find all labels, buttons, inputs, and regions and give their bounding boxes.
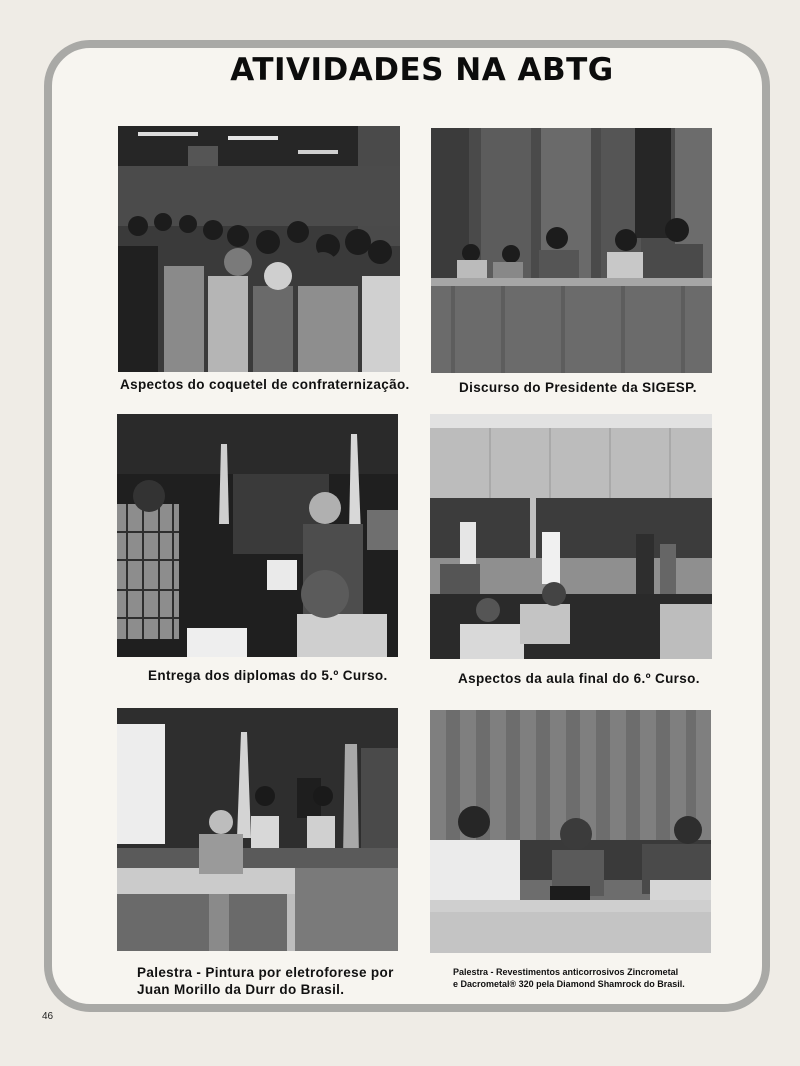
- photo-final-class: [430, 414, 712, 659]
- caption-line: Palestra - Revestimentos anticorrosivos Zincrometal: [453, 967, 679, 977]
- page-title: ATIVIDADES NA ABTG: [230, 52, 614, 88]
- photo-president-speech: [431, 128, 712, 373]
- caption-lecture-anticorrosive: [453, 966, 685, 990]
- photo-lecture-anticorrosive: [430, 710, 711, 953]
- caption-lecture-electrophoresis: [137, 964, 394, 998]
- caption-line: Juan Morillo da Durr do Brasil.: [137, 982, 345, 997]
- caption-final-class: Aspectos da aula final do 6.º Curso.: [458, 671, 700, 686]
- caption-president-speech: Discurso do Presidente da SIGESP.: [459, 380, 697, 395]
- caption-diploma-handover: Entrega dos diplomas do 5.º Curso.: [148, 668, 388, 683]
- photo-lecture-electrophoresis: [117, 708, 398, 951]
- caption-line: e Dacrometal® 320 pela Diamond Shamrock do Brasil.: [453, 979, 685, 989]
- page-number: 46: [42, 1011, 54, 1022]
- caption-line: Palestra - Pintura por eletroforese por: [137, 965, 394, 980]
- photo-cocktail-reception: [118, 126, 400, 372]
- caption-cocktail-reception: Aspectos do coquetel de confraternização.: [120, 377, 410, 392]
- photo-diploma-handover: [117, 414, 398, 657]
